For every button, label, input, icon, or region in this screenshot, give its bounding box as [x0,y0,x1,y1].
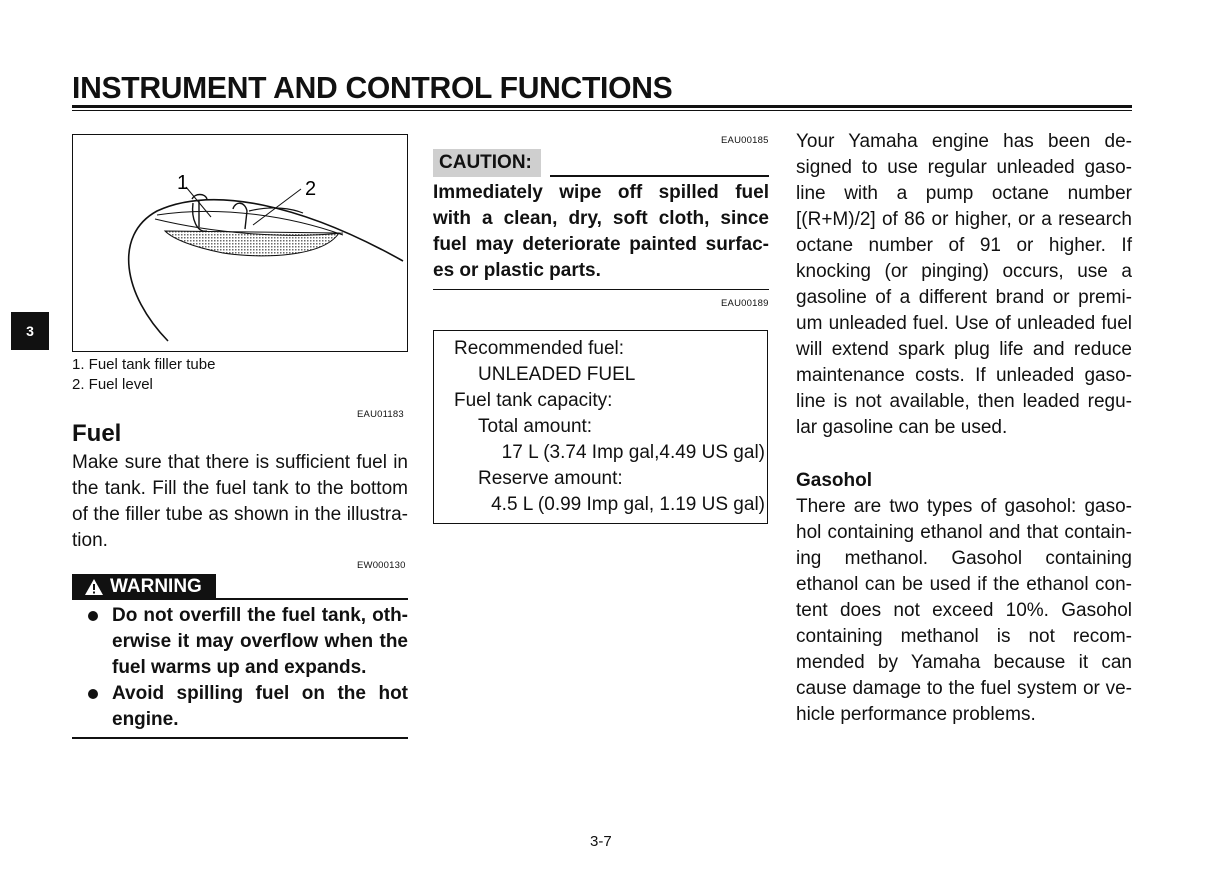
recommended-fuel-label: Recommended fuel: [454,338,625,359]
intro-line: will extend spark plug life and reduce [796,339,1132,360]
chapter-tab: 3 [11,312,49,350]
warning-item-1 [112,603,408,681]
caution-badge [433,149,541,177]
caution-code: EAU00185 [721,135,769,146]
warning-rule [216,598,408,600]
fuel-spec-box [433,330,768,524]
gasohol-line: tent does not exceed 10%. Gasohol [796,600,1132,621]
recommended-fuel-value: UNLEADED FUEL [478,364,636,385]
warning-badge [72,574,216,600]
warning-line: erwise it may overflow when the [112,631,408,652]
fuel-body [72,450,408,554]
intro-line: line with a pump octane number [796,183,1132,204]
warning-item-2 [112,681,408,733]
intro-line: maintenance costs. If unleaded gaso- [796,365,1132,386]
bullet-icon [88,689,98,699]
fuel-body-line: Make sure that there is sufficient fuel in [72,452,408,473]
warning-line: Do not overfill the fuel tank, oth- [112,605,408,626]
gasohol-line: ing methanol. Gasohol containing [796,548,1132,569]
gasohol-heading: Gasohol [796,470,873,491]
warning-end-rule [72,737,408,739]
title-rule [72,105,1132,108]
figure-caption-1 [72,355,215,375]
caution-text [433,180,769,284]
caution-line: es or plastic parts. [433,260,601,281]
caution-line: fuel may deteriorate painted surfac- [433,234,769,255]
gasohol-line: hicle performance problems. [796,704,1036,725]
reserve-amount-value: 4.5 L (0.99 Imp gal, 1.19 US gal) [491,494,765,515]
page-title: INSTRUMENT AND CONTROL FUNCTIONS [72,70,673,105]
intro-line: um unleaded fuel. Use of unleaded fuel [796,313,1132,334]
caution-line: with a clean, dry, soft cloth, since [433,208,769,229]
figure-caption-2 [72,375,153,395]
page-number: 3-7 [590,833,612,850]
gasohol-line: ethanol can be used if the ethanol con- [796,574,1132,595]
fuel-tank-drawing [73,135,407,351]
warning-code: EW000130 [357,560,406,571]
caution-line: Immediately wipe off spilled fuel [433,182,769,203]
fuel-body-line: the tank. Fill the fuel tank to the bottom [72,478,408,499]
gasohol-line: containing methanol is not recom- [796,626,1132,647]
warning-line: Avoid spilling fuel on the hot [112,683,408,704]
warning-line: fuel warms up and expands. [112,657,367,678]
intro-line: lar gasoline can be used. [796,417,1008,438]
bullet-icon [88,611,98,621]
warning-line: engine. [112,709,179,730]
caution-end-rule [433,289,769,290]
caption-text: 2. Fuel level [72,376,153,393]
callout-1: 1 [177,172,189,194]
gasohol-line: cause damage to the fuel system or ve- [796,678,1132,699]
fuel-body-line: of the filler tube as shown in the illustra- [72,504,408,525]
gasohol-line: mended by Yamaha because it can [796,652,1132,673]
intro-paragraph [796,129,1132,441]
section-code: EAU01183 [357,409,404,420]
tank-capacity-label: Fuel tank capacity: [454,390,613,411]
callout-2: 2 [305,178,317,200]
gasohol-paragraph [796,494,1132,728]
intro-line: [(R+M)/2] of 86 or higher, or a research [796,209,1132,230]
intro-line: signed to use regular unleaded gaso- [796,157,1132,178]
caution-label: CAUTION: [439,152,532,173]
fuel-heading: Fuel [72,420,122,447]
fuel-tank-illustration [72,134,408,352]
warning-label: WARNING [110,576,202,597]
gasohol-line: hol containing ethanol and that contain- [796,522,1132,543]
intro-line: gasoline of a different brand or premi- [796,287,1132,308]
intro-line: line is not available, then leaded regu- [796,391,1132,412]
caution-rule [550,175,769,177]
intro-line: Your Yamaha engine has been de- [796,131,1132,152]
intro-line: octane number of 91 or higher. If [796,235,1132,256]
caption-text: 1. Fuel tank filler tube [72,356,216,373]
total-amount-label: Total amount: [478,416,593,437]
title-rule-thin [72,110,1132,111]
gasohol-line: There are two types of gasohol: gaso- [796,496,1132,517]
warning-triangle-icon [84,578,104,596]
fuel-box-code: EAU00189 [721,298,769,309]
fuel-body-line: tion. [72,530,108,551]
total-amount-value: 17 L (3.74 Imp gal,4.49 US gal) [501,442,765,463]
reserve-amount-label: Reserve amount: [478,468,623,489]
intro-line: knocking (or pinging) occurs, use a [796,261,1132,282]
